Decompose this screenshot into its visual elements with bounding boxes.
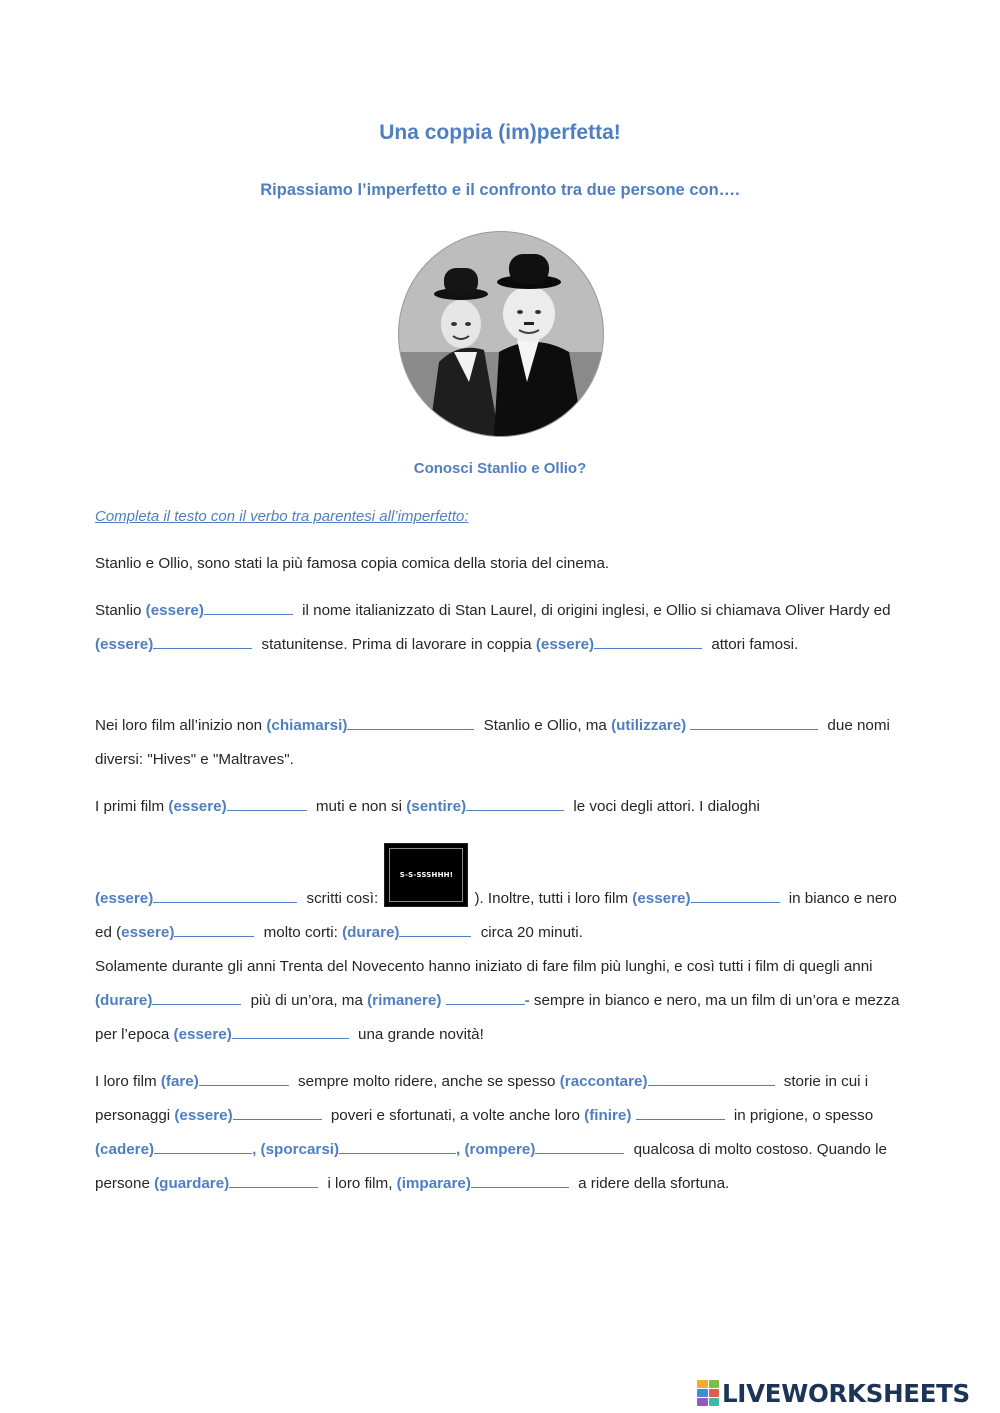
answer-blank[interactable] (153, 634, 252, 649)
answer-blank[interactable] (153, 888, 297, 903)
answer-blank[interactable] (399, 922, 471, 937)
paragraph-5 (95, 843, 907, 950)
verb-hint: (sentire) (406, 798, 467, 815)
text: poveri e sfortunati, a volte anche loro (326, 1107, 585, 1124)
text: Stanlio (95, 602, 146, 619)
answer-blank[interactable] (648, 1071, 775, 1086)
comma: , (252, 1141, 261, 1158)
text: a ridere della sfortuna. (573, 1175, 730, 1192)
answer-blank[interactable] (199, 1071, 289, 1086)
text: statunitense. Prima di lavorare in coppia (257, 636, 536, 653)
text: una grande novità! (353, 1026, 484, 1043)
verb-hint: (rompere) (464, 1141, 536, 1158)
verb-hint: (chiamarsi) (266, 717, 348, 734)
worksheet-subtitle: Ripassiamo l’imperfetto e il confronto tra due persone con…. (260, 181, 740, 199)
text: il nome italianizzato di Stan Laurel, di origini inglesi, e Ollio si chiamava Oliver Hardy ed (297, 602, 891, 619)
answer-blank[interactable] (535, 1139, 624, 1154)
answer-blank[interactable] (466, 796, 564, 811)
answer-blank[interactable] (636, 1105, 725, 1120)
verb-hint: (utilizzare) (611, 717, 687, 734)
section-title: Conosci Stanlio e Ollio? (413, 460, 587, 477)
verb-hint: (essere) (145, 602, 204, 619)
answer-blank[interactable] (339, 1139, 456, 1154)
text: I loro film (95, 1073, 161, 1090)
answer-blank[interactable] (204, 600, 293, 615)
text: in prigione, o spesso (729, 1107, 874, 1124)
verb-hint: (essere) (535, 636, 595, 653)
verb-hint: (durare) (95, 992, 153, 1009)
verb-hint: (raccontare) (559, 1073, 648, 1090)
text: I primi film (95, 798, 169, 815)
verb-hint: (finire) (584, 1107, 632, 1124)
liveworksheets-logo[interactable] (697, 1378, 970, 1408)
text: più di un’ora, ma (246, 992, 368, 1009)
paragraph-2 (95, 594, 907, 662)
answer-blank[interactable] (152, 990, 241, 1005)
text: in bianco e nero ed ( (95, 890, 897, 941)
comma: , (456, 1141, 465, 1158)
text: le voci degli attori. I dialoghi (569, 798, 760, 815)
paragraph-3 (95, 709, 907, 777)
paragraph-4 (95, 790, 907, 824)
laurel-hardy-photo (398, 231, 604, 437)
text: Stanlio e Ollio, ma (479, 717, 612, 734)
paragraph-6 (95, 950, 907, 1052)
text: storie in cui i personaggi (95, 1073, 869, 1124)
verb-hint: (essere) (173, 1026, 232, 1043)
answer-blank[interactable] (691, 888, 780, 903)
verb-hint: (essere) (168, 798, 227, 815)
verb-hint: (imparare) (396, 1175, 471, 1192)
answer-blank[interactable] (229, 1173, 318, 1188)
verb-hint: essere) (121, 924, 175, 941)
verb-hint: (essere) (174, 1107, 233, 1124)
text: Nei loro film all’inizio non (95, 717, 267, 734)
answer-blank[interactable] (154, 1139, 252, 1154)
laurel-hardy-illustration (399, 232, 603, 436)
text: molto corti: (259, 924, 343, 941)
text: attori famosi. (707, 636, 799, 653)
answer-blank[interactable] (594, 634, 702, 649)
paragraph-intro: Stanlio e Ollio, sono stati la più famosa copia comica della storia del cinema. (95, 555, 610, 572)
text: i loro film, (323, 1175, 397, 1192)
text: muti e non si (311, 798, 407, 815)
liveworksheets-logo-icon (697, 1380, 719, 1406)
answer-blank[interactable] (690, 715, 818, 730)
liveworksheets-logo-text: LIVEWORKSHEETS (722, 1378, 970, 1408)
text: ). Inoltre, tutti i loro film (474, 890, 633, 907)
text: scritti così: (302, 890, 383, 907)
shh-caption-image (384, 843, 468, 907)
verb-hint: (essere) (632, 890, 691, 907)
hyphen: - (524, 992, 530, 1009)
verb-hint: (essere) (95, 890, 154, 907)
shh-text: S-S-SSSHHH! (399, 871, 454, 879)
verb-hint: (sporcarsi) (260, 1141, 340, 1158)
verb-hint: (essere) (95, 636, 154, 653)
paragraph-7 (95, 1065, 907, 1201)
exercise-instruction: Completa il testo con il verbo tra parentesi all’imperfetto: (95, 508, 469, 525)
text: circa 20 minuti. (476, 924, 583, 941)
answer-blank[interactable] (174, 922, 254, 937)
answer-blank[interactable] (227, 796, 307, 811)
text: due nomi diversi: "Hives" e "Maltraves". (95, 717, 890, 768)
verb-hint: (guardare) (154, 1175, 230, 1192)
verb-hint: (cadere) (95, 1141, 155, 1158)
text: sempre in bianco e nero, ma un film di un’ora e mezza per l’epoca (95, 992, 900, 1043)
text: Solamente durante gli anni Trenta del Novecento hanno iniziato di fare film più lunghi, e così tutti i film di quegli anni (95, 958, 873, 975)
verb-hint: (durare) (342, 924, 400, 941)
verb-hint: (rimanere) (367, 992, 442, 1009)
text: qualcosa di molto costoso. Quando le persone (95, 1141, 887, 1192)
answer-blank[interactable] (232, 1024, 349, 1039)
answer-blank[interactable] (446, 990, 525, 1005)
text: sempre molto ridere, anche se spesso (293, 1073, 560, 1090)
answer-blank[interactable] (233, 1105, 322, 1120)
answer-blank[interactable] (471, 1173, 569, 1188)
verb-hint: (fare) (160, 1073, 199, 1090)
answer-blank[interactable] (347, 715, 474, 730)
worksheet-title: Una coppia (im)perfetta! (379, 121, 621, 144)
